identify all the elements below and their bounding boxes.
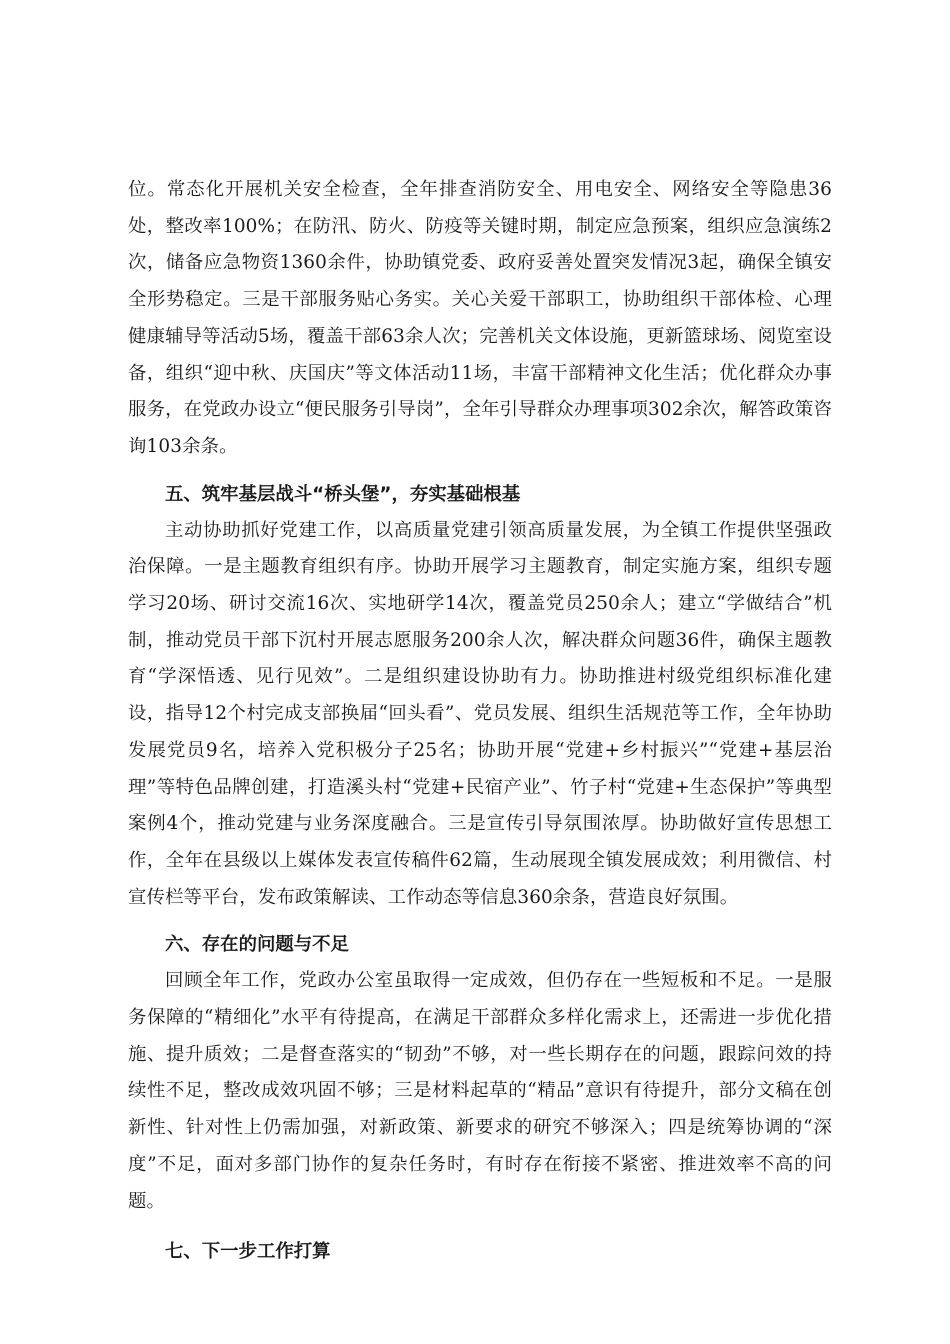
section-body: 主动协助抓好党建工作，以高质量党建引领高质量发展，为全镇工作提供坚强政治保障。一是主题教育组织有序。协助开展学习主题教育，制定实施方案，组织专题学习20场、研讨交流16次、实地研学14次，覆盖党员250余人；建立“学做结合”机制，推动党员干部下沉村开展志愿服务200余人次，解决群众问题36件，确保主题教育“学深悟透、见行见效”。二是组织建设协助有力。协助推进村级党组织标准化建设，指导12个村完成支部换届“回头看”、党员发展、组织生活规范等工作，全年协助发展党员9名，培养入党积极分子25名；协助开展“党建+乡村振兴”“党建+基层治理”等特色品牌创建，打造溪头村“党建+民宿产业”、竹子村“党建+生态保护”等典型案例4个，推动党建与业务深度融合。三是宣传引导氛围浓厚。协助做好宣传思想工作，全年在县级以上媒体发表宣传稿件62篇，生动展现全镇发展成效；利用微信、村宣传栏等平台，发布政策解读、工作动态等信息360余条，营造良好氛围。 bbox=[128, 519, 832, 908]
section-7 bbox=[128, 1234, 832, 1270]
section-5 bbox=[128, 477, 832, 917]
continuation-paragraph: 位。常态化开展机关安全检查，全年排查消防安全、用电安全、网络安全等隐患36处，整改率100%；在防汛、防火、防疫等关键时期，制定应急预案，组织应急演练2次，储备应急物资1360余件，协助镇党委、政府妥善处置突发情况3起，确保全镇安全形势稳定。三是干部服务贴心务实。关心关爱干部职工，协助组织干部体检、心理健康辅导等活动5场，覆盖干部63余人次；完善机关文体设施，更新篮球场、阅览室设备，组织“迎中秋、庆国庆”等文体活动11场，丰富干部精神文化生活；优化群众办事服务，在党政办设立“便民服务引导岗”，全年引导群众办理事项302余次，解答政策咨询103余条。 bbox=[128, 179, 832, 457]
section-body: 回顾全年工作，党政办公室虽取得一定成效，但仍存在一些短板和不足。一是服务保障的“精细化”水平有待提高，在满足干部群众多样化需求上，还需进一步优化措施、提升质效；二是督查落实的“韧劲”不够，对一些长期存在的问题，跟踪问效的持续性不足，整改成效巩固不够；三是材料起草的“精品”意识有待提升，部分文稿在创新性、针对性上仍需加强，对新政策、新要求的研究不够深入；四是统筹协调的“深度”不足，面对多部门协作的复杂任务时，有时存在衔接不紧密、推进效率不高的问题。 bbox=[128, 970, 832, 1212]
section-heading: 六、存在的问题与不足 bbox=[165, 934, 349, 956]
section-heading: 五、筑牢基层战斗“桥头堡”，夯实基础根基 bbox=[165, 483, 521, 505]
section-6 bbox=[128, 927, 832, 1220]
document-page bbox=[128, 172, 832, 1270]
section-heading: 七、下一步工作打算 bbox=[165, 1241, 331, 1263]
